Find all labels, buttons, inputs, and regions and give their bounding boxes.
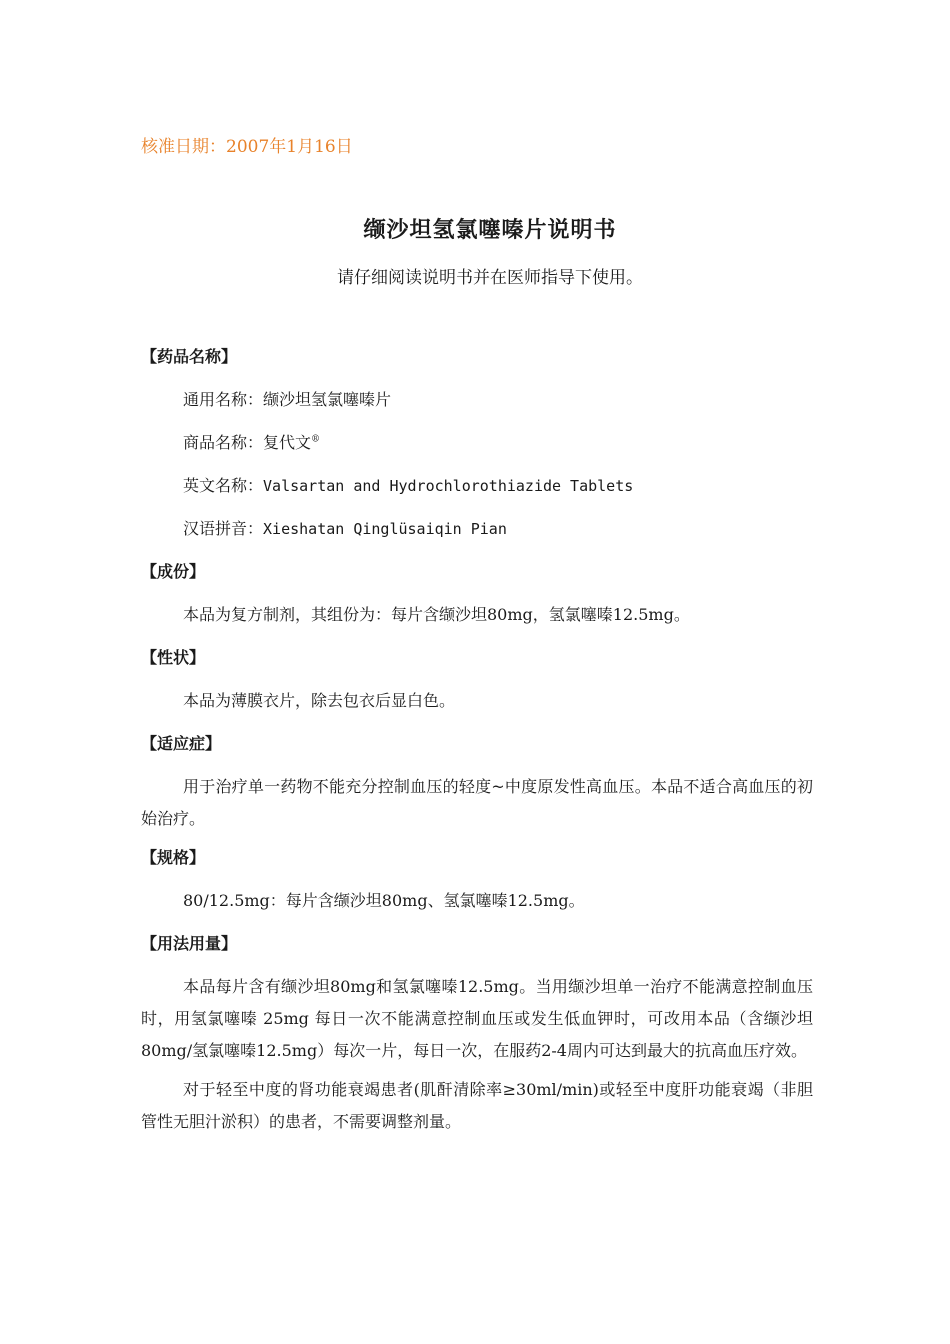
section-heading-strength: 【规格】 xyxy=(141,848,206,867)
composition-text: 本品为复方制剂，其组份为：每片含缬沙坦80mg，氢氯噻嗪12.5mg。 xyxy=(183,605,690,624)
pinyin-name xyxy=(141,517,813,541)
english-name-label: 英文名称： xyxy=(183,476,264,495)
english-name xyxy=(141,474,813,498)
section-heading-description: 【性状】 xyxy=(141,648,206,667)
pinyin-name-value: Xieshatan Qinglüsaiqin Pian xyxy=(263,520,507,538)
approval-date: 核准日期：2007年1月16日 xyxy=(141,137,353,157)
dosage-paragraph-2: 对于轻至中度的肾功能衰竭患者(肌酐清除率≥30ml/min)或轻至中度肝功能衰竭（非胆管性无胆汁淤积）的患者，不需要调整剂量。 xyxy=(141,1080,813,1131)
document-body xyxy=(141,345,813,1149)
trade-name xyxy=(141,431,813,455)
pinyin-name-label: 汉语拼音： xyxy=(183,519,264,538)
trade-name-text: 商品名称：复代文 xyxy=(183,433,312,452)
strength-text: 80/12.5mg：每片含缬沙坦80mg、氢氯噻嗪12.5mg。 xyxy=(183,891,585,910)
document-title: 缬沙坦氢氯噻嗪片说明书 xyxy=(363,218,617,243)
section-heading-drug-name: 【药品名称】 xyxy=(141,347,238,366)
section-heading-composition: 【成份】 xyxy=(141,562,206,581)
generic-name-text: 通用名称：缬沙坦氢氯噻嗪片 xyxy=(183,390,392,409)
english-name-value: Valsartan and Hydrochlorothiazide Tablets xyxy=(263,477,634,495)
dosage-paragraph-1: 本品每片含有缬沙坦80mg和氢氯噻嗪12.5mg。当用缬沙坦单一治疗不能满意控制血压时，用氢氯噻嗪 25mg 每日一次不能满意控制血压或发生低血钾时，可改用本品（含缬沙坦80mg/氢氯噻嗪12.5mg）每次一片，每日一次，在服药2-4周内可达到最大的抗高血压疗效。 xyxy=(141,977,813,1060)
registered-mark: ® xyxy=(311,434,321,445)
description-text: 本品为薄膜衣片，除去包衣后显白色。 xyxy=(183,691,456,710)
generic-name xyxy=(141,388,813,412)
document-subtitle: 请仔细阅读说明书并在医师指导下使用。 xyxy=(337,268,643,288)
section-heading-dosage: 【用法用量】 xyxy=(141,934,238,953)
indications-text: 用于治疗单一药物不能充分控制血压的轻度~中度原发性高血压。本品不适合高血压的初始治疗。 xyxy=(141,777,813,828)
section-heading-indications: 【适应症】 xyxy=(141,734,222,753)
